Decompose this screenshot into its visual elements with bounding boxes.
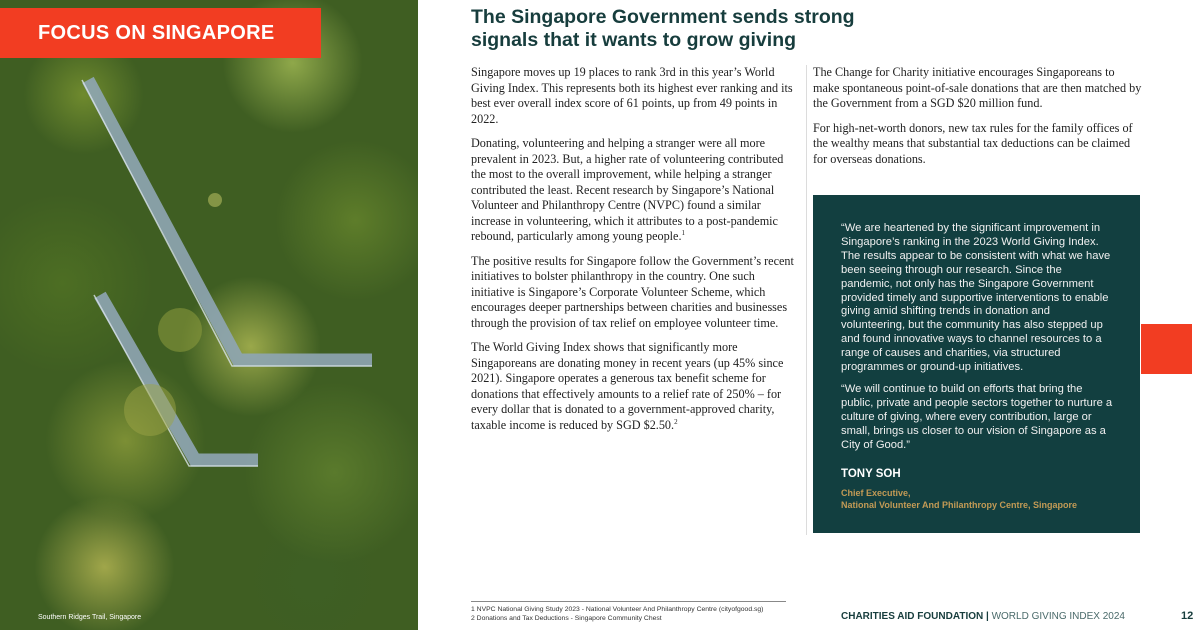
left-column (471, 65, 801, 442)
article-title (471, 6, 871, 52)
page-number: 12 (1181, 610, 1194, 622)
footer-separator: | (986, 611, 989, 622)
footnote-ref-1[interactable]: 1 (681, 228, 686, 237)
footnote-rule (471, 601, 786, 602)
footer-org: CHARITIES AID FOUNDATION (841, 611, 984, 622)
paragraph: The World Giving Index shows that significantly more Singaporeans are donating money in recent years (up 45% since 2021). Singapore operates a generous tax benefit scheme for donations that effectively amounts to a relief rate of 250% – for every dollar that is donated to a government-approved charity, taxable income is reduced by SGD $2.50.$^2$ (471, 340, 784, 432)
paragraph: Donating, volunteering and helping a stranger were all more prevalent in 2023. But, a higher rate of volunteering contributed the most to the overall improvement, while helping a stranger contributed the least. Recent research by Singapore’s National Volunteer and Philanthropy Centre (NVPC) found a similar increase in volunteering, which it attributes to a post-pandemic rebound, particularly among young people.$^1$ (471, 136, 784, 243)
paragraph: The positive results for Singapore follow the Government’s recent initiatives to bolster philanthropy in the country. One such initiative is Singapore’s Corporate Volunteer Scheme, which encourages deeper partnerships between charities and businesses through the provision of tax relief on employee volunteer time. (471, 253, 794, 330)
aerial-forest-photo (0, 0, 418, 630)
quote-box (813, 195, 1140, 533)
footnotes (471, 605, 763, 623)
paragraph: Singapore moves up 19 places to rank 3rd in this year’s World Giving Index. This represents both its highest ever ranking and its best ever overall index score of 61 points, up from 49 points in 2022. (471, 65, 793, 126)
quote-author-role: Chief Executive, National Volunteer And Philanthropy Centre, Singapore (841, 488, 1078, 511)
column-divider (806, 65, 807, 535)
page-footer (841, 611, 1125, 622)
title-line-2: signals that it wants to grow giving (471, 29, 797, 51)
quote-paragraph: “We are heartened by the significant improvement in Singapore’s ranking in the 2023 World Giving Index. The results appear to be consistent with what we have been seeing through our research. Since the pandemic, not only has the Singapore Government provided timely and supportive interventions to enable giving amid shifting trends in donation and volunteering, but the community has also stepped up and found innovative ways to channel resources to a range of causes and charities, via structured programmes or ground-up initiatives. (841, 222, 1111, 374)
footnote-ref-2[interactable]: 2 (674, 417, 678, 426)
canopy-walkway-illustration (0, 0, 418, 630)
footer-publication: WORLD GIVING INDEX 2024 (991, 611, 1125, 622)
focus-banner (0, 8, 321, 58)
paragraph: The Change for Charity initiative encourages Singaporeans to make spontaneous point-of-sale donations that are then matched by the Government from a SGD $20 million fund. (813, 65, 1142, 110)
photo-caption: Southern Ridges Trail, Singapore (38, 614, 142, 621)
right-column (813, 65, 1143, 176)
quote-paragraph: “We will continue to build on efforts that bring the public, private and people sectors together to nurture a culture of giving, where every contribution, large or small, brings us closer to our vision of Singapore as a City of Good.” (841, 382, 1113, 451)
focus-banner-label: FOCUS ON SINGAPORE (38, 21, 275, 44)
footnote-2[interactable]: 2 Donations and Tax Deductions - Singapore Community Chest (471, 615, 662, 622)
quote-author-name: TONY SOH (841, 467, 901, 480)
paragraph: For high-net-worth donors, new tax rules for the family offices of the wealthy means that substantial tax deductions can be claimed for overseas donations. (813, 120, 1133, 166)
footnote-1[interactable]: 1 NVPC National Giving Study 2023 - National Volunteer And Philanthropy Centre (cityofgood.sg) (471, 606, 764, 613)
title-line-1: The Singapore Government sends strong (471, 6, 855, 28)
accent-square (1141, 324, 1192, 374)
